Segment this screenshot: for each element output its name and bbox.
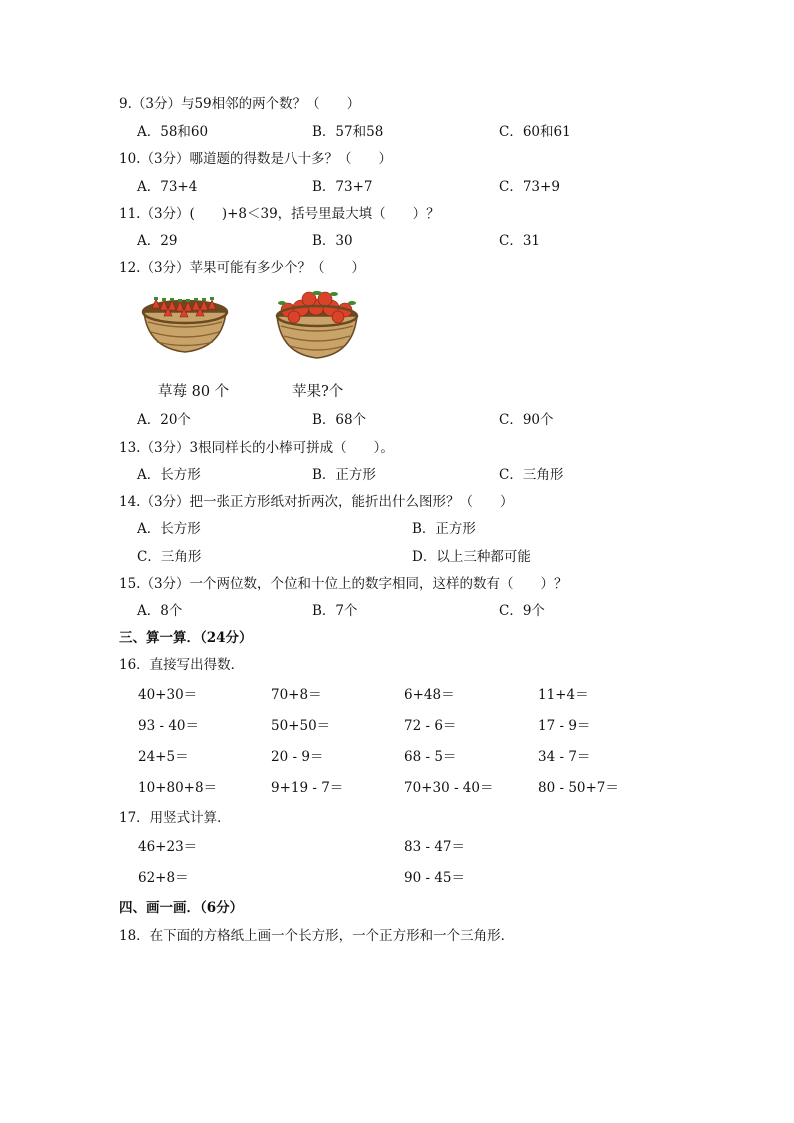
strawberry-basket-image [140,290,230,358]
question-17-stem: 17．用竖式计算． [119,810,231,826]
calc-item: 20 - 9＝ [271,749,324,765]
section-3-title: 三、算一算．（24分） [119,630,253,646]
question-11-option-b: B．30 [312,233,353,249]
question-10-option-a: A．73+4 [137,179,198,195]
vertical-calc-item: 83 - 47＝ [404,839,466,855]
calc-item: 70+30 - 40＝ [404,780,494,796]
question-16-stem: 16．直接写出得数． [119,657,245,673]
question-12-option-a: A．20个 [137,412,191,428]
strawberry-caption: 草莓 80 个 [158,384,230,400]
question-18-stem: 18．在下面的方格纸上画一个长方形，一个正方形和一个三角形． [119,928,515,944]
vertical-calc-item: 90 - 45＝ [404,870,466,886]
calc-item: 93 - 40＝ [138,718,200,734]
calc-item: 9+19 - 7＝ [271,780,344,796]
question-14-option-b: B．正方形 [412,521,476,537]
question-12-option-b: B．68个 [312,412,367,428]
question-15-option-b: B．7个 [312,603,358,619]
calc-item: 50+50＝ [271,718,331,734]
apple-caption: 苹果?个 [292,384,344,400]
question-13-option-a: A．长方形 [137,467,201,483]
question-10-stem: 10.（3分）哪道题的得数是八十多？（ ） [119,151,393,167]
vertical-calc-item: 62+8＝ [138,870,189,886]
question-9-option-a: A．58和60 [137,124,209,140]
question-10-option-c: C．73+9 [499,179,560,195]
question-13-option-c: C．三角形 [499,467,564,483]
calc-item: 72 - 6＝ [404,718,457,734]
calc-item: 17 - 9＝ [538,718,591,734]
question-11-option-a: A．29 [137,233,178,249]
question-14-option-d: D．以上三种都可能 [412,549,531,565]
question-9-option-c: C．60和61 [499,124,571,140]
question-9-stem: 9.（3分）与59相邻的两个数？（ ） [119,96,361,112]
question-15-option-a: A．8个 [137,603,183,619]
calc-item: 6+48＝ [404,687,455,703]
question-11-stem: 11.（3分）( )+8＜39，括号里最大填（ ）？ [119,206,440,222]
calc-item: 70+8＝ [271,687,322,703]
calc-item: 11+4＝ [538,687,589,703]
calc-item: 80 - 50+7＝ [538,780,619,796]
calc-item: 34 - 7＝ [538,749,591,765]
question-15-stem: 15.（3分）一个两位数，个位和十位上的数字相同，这样的数有（ ）？ [119,576,568,592]
vertical-calc-item: 46+23＝ [138,839,198,855]
calc-item: 10+80+8＝ [138,780,218,796]
apple-basket-image [274,290,360,362]
question-13-option-b: B．正方形 [312,467,376,483]
calc-item: 24+5＝ [138,749,189,765]
question-13-stem: 13.（3分）3根同样长的小棒可拼成（ ）。 [119,440,394,456]
question-14-option-a: A．长方形 [137,521,201,537]
calc-item: 40+30＝ [138,687,198,703]
question-10-option-b: B．73+7 [312,179,373,195]
question-11-option-c: C．31 [499,233,541,249]
question-12-stem: 12.（3分）苹果可能有多少个？（ ） [119,260,366,276]
question-15-option-c: C．9个 [499,603,545,619]
calc-item: 68 - 5＝ [404,749,457,765]
question-14-stem: 14.（3分）把一张正方形纸对折两次，能折出什么图形？（ ） [119,494,514,510]
question-9-option-b: B．57和58 [312,124,384,140]
question-14-option-c: C．三角形 [137,549,202,565]
question-12-option-c: C．90个 [499,412,554,428]
section-4-title: 四、画一画．（6分） [119,900,244,916]
